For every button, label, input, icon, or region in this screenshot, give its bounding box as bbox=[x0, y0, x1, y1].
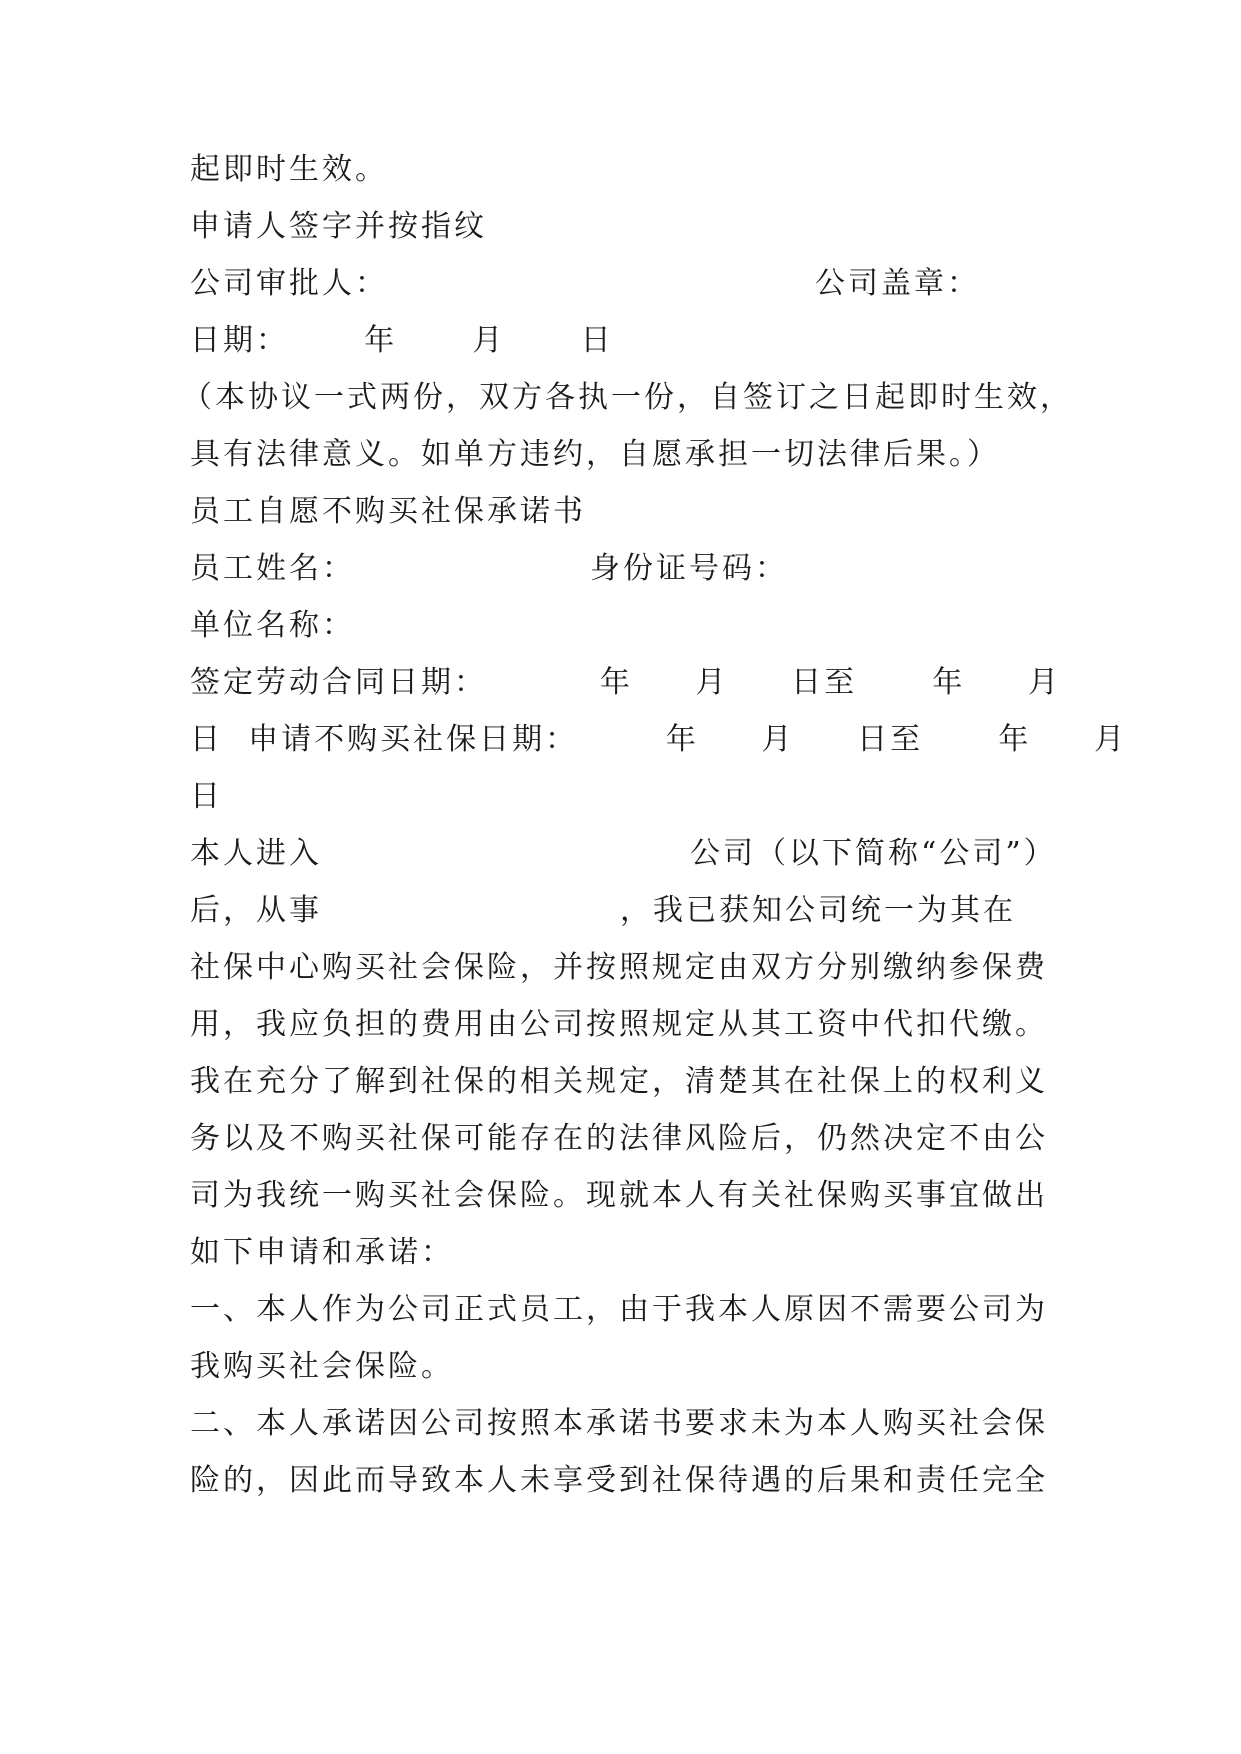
document-title: 员工自愿不购买社保承诺书 bbox=[190, 494, 586, 529]
text-line: 日 bbox=[190, 779, 223, 814]
contract-date-line: 签定劳动合同日期： 年 月 日至 年 月 bbox=[190, 665, 1062, 700]
clause-2-cont: 险的，因此而导致本人未享受到社保待遇的后果和责任完全 bbox=[190, 1463, 1048, 1498]
approver-label: 公司审批人： bbox=[190, 266, 388, 301]
text-line: 具有法律意义。如单方违约，自愿承担一切法律后果。） bbox=[190, 437, 1000, 472]
text-line: 社保中心购买社会保险，并按照规定由双方分别缴纳参保费 bbox=[190, 950, 1048, 985]
text-fragment: ，我已获知公司统一为其在 bbox=[620, 893, 1016, 928]
text-line: 起即时生效。 bbox=[190, 152, 388, 187]
company-name-label: 单位名称： bbox=[190, 608, 355, 643]
no-insurance-date-line: 日 申请不购买社保日期： 年 月 日至 年 月 bbox=[190, 722, 1128, 757]
clause-2: 二、本人承诺因公司按照本承诺书要求未为本人购买社会保 bbox=[190, 1406, 1048, 1441]
text-line: 申请人签字并按指纹 bbox=[190, 209, 487, 244]
text-line: 司为我统一购买社会保险。现就本人有关社保购买事宜做出 bbox=[190, 1178, 1048, 1213]
text-line: （本协议一式两份，双方各执一份，自签订之日起即时生效， bbox=[182, 380, 1073, 415]
text-line: 如下申请和承诺： bbox=[190, 1235, 454, 1270]
text-line: 务以及不购买社保可能存在的法律风险后，仍然决定不由公 bbox=[190, 1121, 1048, 1156]
text-fragment: 后，从事 bbox=[190, 893, 322, 928]
clause-1: 一、本人作为公司正式员工，由于我本人原因不需要公司为 bbox=[190, 1292, 1048, 1327]
company-seal-label: 公司盖章： bbox=[815, 266, 980, 301]
text-line: 我在充分了解到社保的相关规定，清楚其在社保上的权利义 bbox=[190, 1064, 1048, 1099]
text-fragment: 本人进入 bbox=[190, 836, 322, 871]
clause-1-cont: 我购买社会保险。 bbox=[190, 1349, 454, 1384]
text-fragment: 公司（以下简称“公司”） bbox=[690, 836, 1057, 871]
text-line: 用，我应负担的费用由公司按照规定从其工资中代扣代缴。 bbox=[190, 1007, 1048, 1042]
date-line: 日期： 年 月 日 bbox=[190, 323, 614, 358]
employee-name-label: 员工姓名： bbox=[190, 551, 355, 586]
id-number-label: 身份证号码： bbox=[590, 551, 788, 586]
